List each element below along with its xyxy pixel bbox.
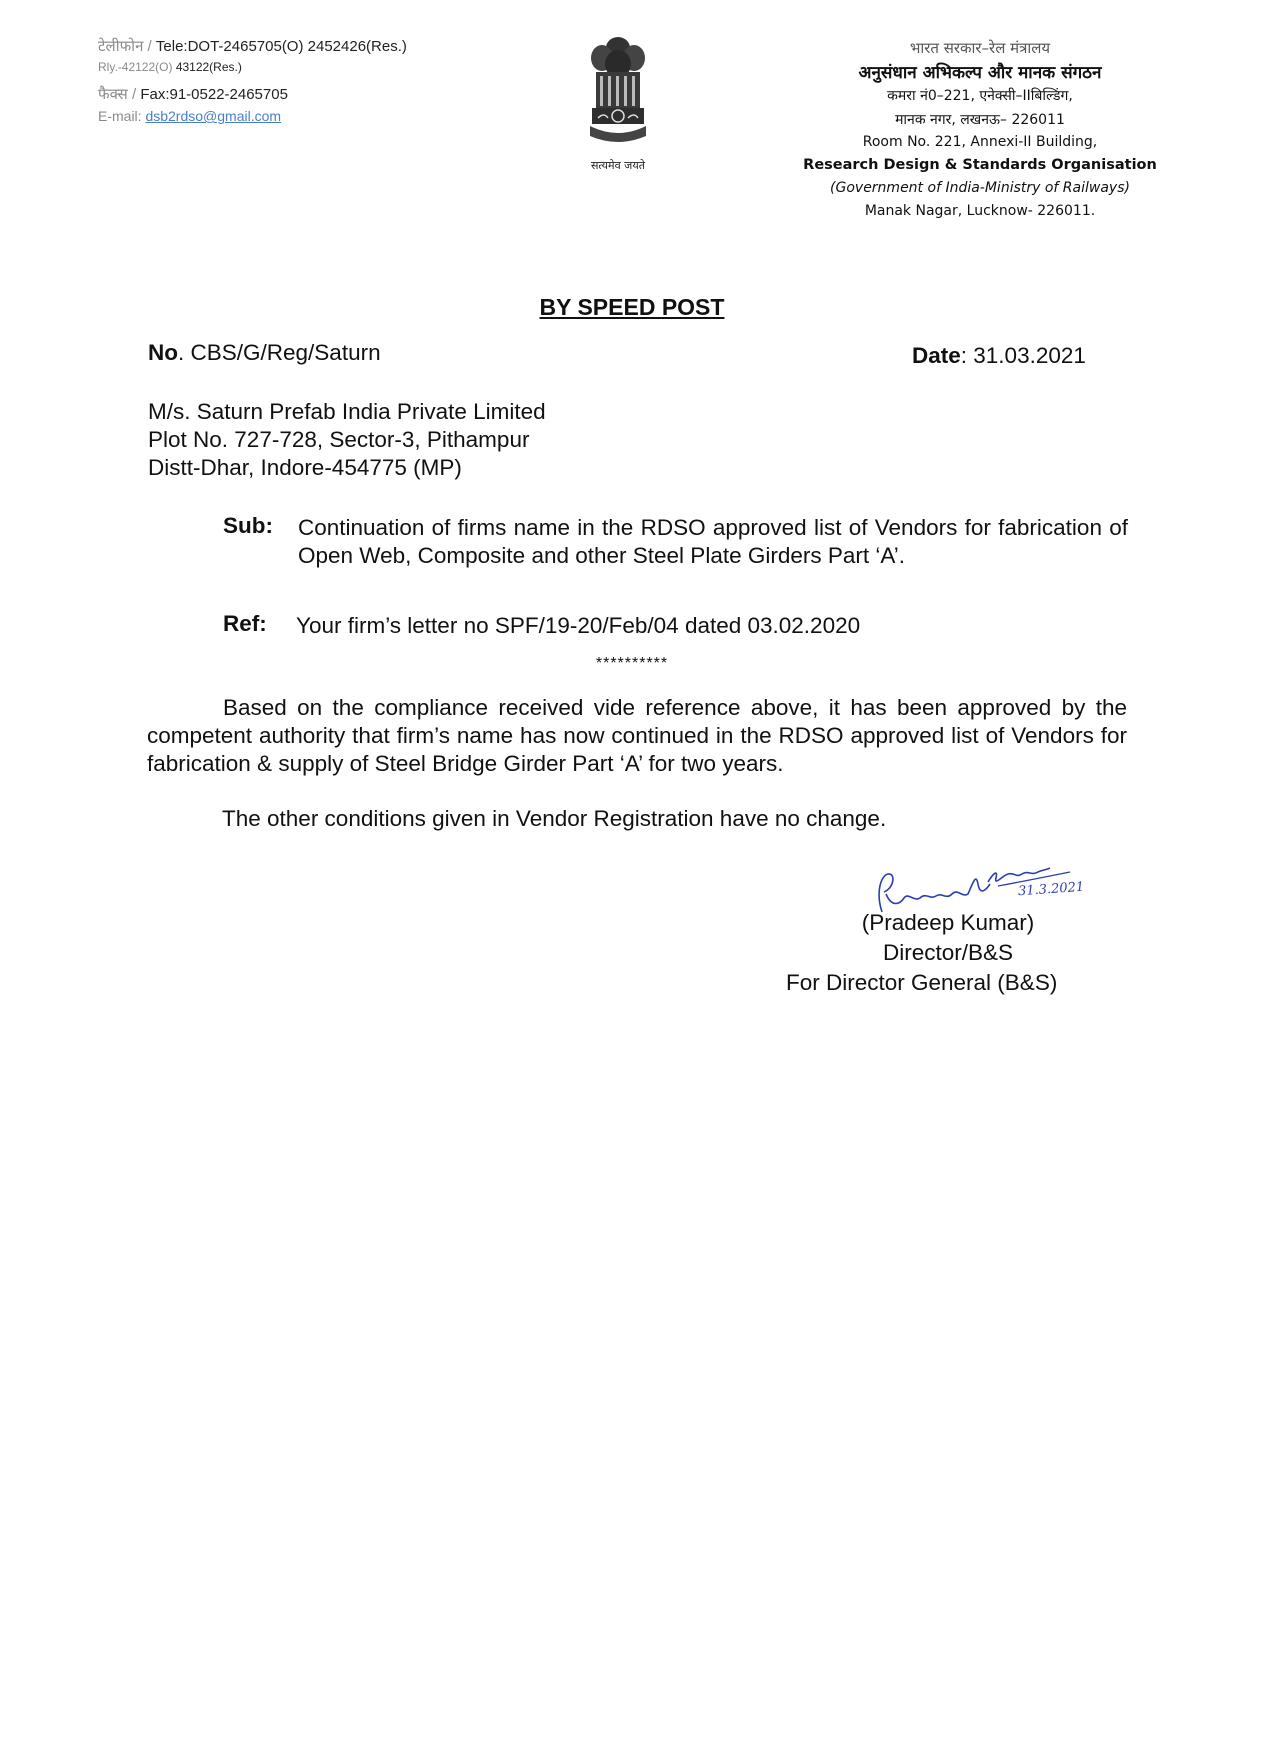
header-room-english: Room No. 221, Annexi-II Building, [862,134,1098,150]
header-org-english: Research Design & Standards Organisation [803,157,1157,173]
signatory-for: For Director General (B&S) [786,970,1058,995]
subject-label: Sub: [223,513,273,538]
signatory-name: (Pradeep Kumar) [861,910,1035,935]
letter-date-label: Date [912,343,961,368]
fax-number: Fax:91-0522-2465705 [140,86,288,103]
addressee-block [148,398,546,482]
signature-date: 31.3.2021 [1017,879,1085,900]
tele-hindi-label: टेलीफोन / [98,38,152,55]
letter-date [912,343,1086,369]
letter-date-value: : 31.03.2021 [960,343,1086,368]
header-fax [98,84,288,104]
addressee-line: M/s. Saturn Prefab India Private Limited [148,399,546,424]
header-address-hindi: मानक नगर, लखनऊ– 226011 [895,112,1065,128]
letter-number [148,340,381,366]
body-paragraph: The other conditions given in Vendor Registration have no change. [222,806,887,831]
page-title: BY SPEED POST [539,294,725,320]
header-org-hindi: अनुसंधान अभिकल्प और मानक संगठन [858,63,1102,83]
reference-label: Ref: [223,611,267,636]
letter-number-label: No [148,340,178,365]
header-email [98,108,281,124]
email-link[interactable]: dsb2rdso@gmail.com [145,108,282,124]
rly-office: Rly.-42122(O) [98,60,173,74]
ashoka-emblem-icon [578,34,658,174]
reference-text: Your firm’s letter no SPF/19-20/Feb/04 dated 03.02.2020 [296,613,861,638]
header-telephone [98,36,407,56]
header-ministry-hindi: भारत सरकार–रेल मंत्रालय [909,39,1051,57]
tele-number: Tele:DOT-2465705(O) 2452426(Res.) [155,38,407,55]
header-ministry-english: (Government of India-Ministry of Railways) [830,180,1130,196]
email-label: E-mail: [98,108,142,124]
emblem-motto: सत्यमेव जयते [590,159,645,172]
addressee-line: Distt-Dhar, Indore-454775 (MP) [148,455,462,480]
header-rly [98,60,242,74]
addressee-line: Plot No. 727-728, Sector-3, Pithampur [148,427,530,452]
header-city-english: Manak Nagar, Lucknow- 226011. [864,203,1096,219]
subject-text: Continuation of firms name in the RDSO approved list of Vendors for fabrication of Open Web, Composite and other Steel Plate Girders Part ‘A’. [298,515,1128,568]
separator: ********** [595,655,669,672]
fax-hindi-label: फैक्स / [98,86,137,103]
body-paragraph: Based on the compliance received vide reference above, it has been approved by the competent authority that firm’s name has now continued in the RDSO approved list of Vendors for fabrication & supply of Steel Bridge Girder Part ‘A’ for two years. [147,695,1127,776]
rly-res: 43122(Res.) [175,60,242,74]
signatory-designation: Director/B&S [882,940,1014,965]
letter-number-value: . CBS/G/Reg/Saturn [178,340,381,365]
header-room-hindi: कमरा नं0–221, एनेक्सी–IIबिल्डिंग, [887,88,1073,104]
